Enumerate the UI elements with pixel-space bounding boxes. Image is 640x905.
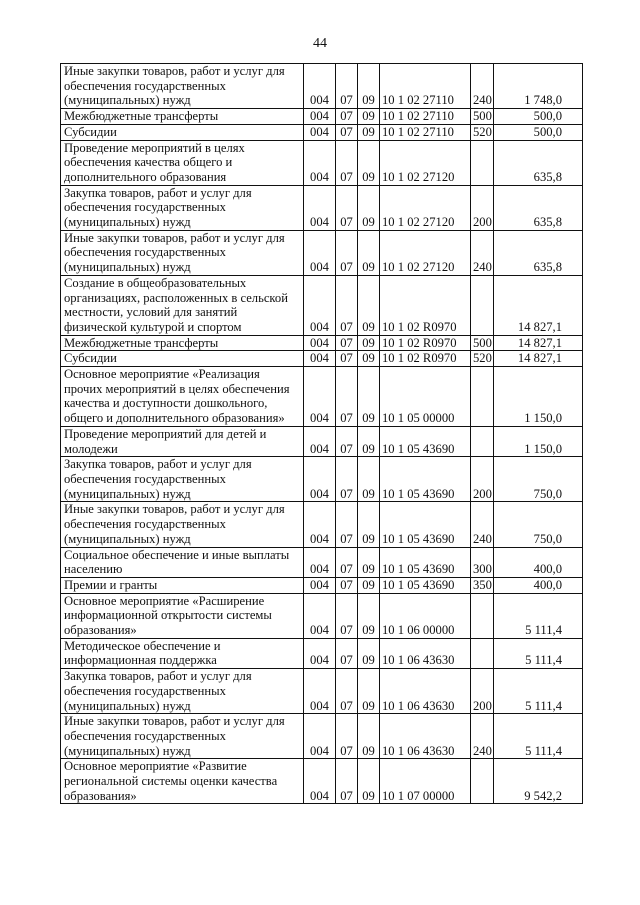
- subsection-code-cell: 09: [358, 547, 380, 577]
- page-number: 44: [313, 36, 327, 51]
- table-row: [61, 577, 583, 593]
- amount-cell: 635,8: [494, 185, 583, 230]
- subsection-code-cell: 09: [358, 335, 380, 351]
- target-article-code-cell: 10 1 02 27120: [380, 185, 471, 230]
- subsection-code-cell: 09: [358, 502, 380, 547]
- amount-cell: 635,8: [494, 230, 583, 275]
- subsection-code-cell: 09: [358, 593, 380, 638]
- department-code-cell: 004: [304, 577, 336, 593]
- amount-cell: 14 827,1: [494, 351, 583, 367]
- subsection-code-cell: 09: [358, 577, 380, 593]
- row-name-cell: Закупка товаров, работ и услуг для обеспечения государственных (муниципальных) нужд: [61, 669, 304, 714]
- row-name-cell: Проведение мероприятий для детей и молодежи: [61, 426, 304, 456]
- section-code-cell: 07: [336, 230, 358, 275]
- target-article-code-cell: 10 1 05 43690: [380, 547, 471, 577]
- expense-type-code-cell: [471, 759, 494, 804]
- target-article-code-cell: 10 1 05 43690: [380, 577, 471, 593]
- expense-type-code-cell: 240: [471, 230, 494, 275]
- subsection-code-cell: 09: [358, 457, 380, 502]
- row-name-cell: Закупка товаров, работ и услуг для обеспечения государственных (муниципальных) нужд: [61, 457, 304, 502]
- department-code-cell: 004: [304, 669, 336, 714]
- row-name-cell: Основное мероприятие «Реализация прочих мероприятий в целях обеспечения качества и доступности дошкольного, общего и дополнительного образования»: [61, 367, 304, 427]
- table-row: [61, 140, 583, 185]
- target-article-code-cell: 10 1 06 43630: [380, 638, 471, 668]
- table-row: [61, 426, 583, 456]
- expense-type-code-cell: 500: [471, 109, 494, 125]
- section-code-cell: 07: [336, 457, 358, 502]
- row-name-cell: Основное мероприятие «Расширение информационной открытости системы образования»: [61, 593, 304, 638]
- amount-cell: 635,8: [494, 140, 583, 185]
- section-code-cell: 07: [336, 351, 358, 367]
- amount-cell: 750,0: [494, 502, 583, 547]
- subsection-code-cell: 09: [358, 669, 380, 714]
- row-name-cell: Методическое обеспечение и информационная поддержка: [61, 638, 304, 668]
- target-article-code-cell: 10 1 07 00000: [380, 759, 471, 804]
- amount-cell: 500,0: [494, 109, 583, 125]
- target-article-code-cell: 10 1 05 43690: [380, 502, 471, 547]
- table-row: [61, 351, 583, 367]
- amount-cell: 400,0: [494, 577, 583, 593]
- subsection-code-cell: 09: [358, 185, 380, 230]
- section-code-cell: 07: [336, 502, 358, 547]
- row-name-cell: Закупка товаров, работ и услуг для обеспечения государственных (муниципальных) нужд: [61, 185, 304, 230]
- subsection-code-cell: 09: [358, 230, 380, 275]
- expense-type-code-cell: 300: [471, 547, 494, 577]
- subsection-code-cell: 09: [358, 124, 380, 140]
- department-code-cell: 004: [304, 714, 336, 759]
- section-code-cell: 07: [336, 547, 358, 577]
- amount-cell: 5 111,4: [494, 593, 583, 638]
- target-article-code-cell: 10 1 02 R0970: [380, 335, 471, 351]
- target-article-code-cell: 10 1 02 R0970: [380, 275, 471, 335]
- row-name-cell: Субсидии: [61, 351, 304, 367]
- section-code-cell: 07: [336, 577, 358, 593]
- department-code-cell: 004: [304, 140, 336, 185]
- budget-table: [60, 63, 583, 804]
- table-row: [61, 759, 583, 804]
- table-row: [61, 124, 583, 140]
- row-name-cell: Межбюджетные трансферты: [61, 109, 304, 125]
- section-code-cell: 07: [336, 759, 358, 804]
- target-article-code-cell: 10 1 05 43690: [380, 457, 471, 502]
- table-row: [61, 638, 583, 668]
- amount-cell: 500,0: [494, 124, 583, 140]
- expense-type-code-cell: 240: [471, 502, 494, 547]
- expense-type-code-cell: 240: [471, 714, 494, 759]
- table-row: [61, 367, 583, 427]
- table-body: [61, 64, 583, 804]
- department-code-cell: 004: [304, 230, 336, 275]
- table-row: [61, 335, 583, 351]
- section-code-cell: 07: [336, 275, 358, 335]
- table-row: [61, 714, 583, 759]
- section-code-cell: 07: [336, 124, 358, 140]
- section-code-cell: 07: [336, 593, 358, 638]
- row-name-cell: Создание в общеобразовательных организациях, расположенных в сельской местности, условий для занятий физической культурой и спортом: [61, 275, 304, 335]
- expense-type-code-cell: 350: [471, 577, 494, 593]
- section-code-cell: 07: [336, 367, 358, 427]
- target-article-code-cell: 10 1 05 00000: [380, 367, 471, 427]
- section-code-cell: 07: [336, 140, 358, 185]
- table-row: [61, 275, 583, 335]
- table-row: [61, 64, 583, 109]
- section-code-cell: 07: [336, 714, 358, 759]
- department-code-cell: 004: [304, 457, 336, 502]
- amount-cell: 14 827,1: [494, 275, 583, 335]
- table-row: [61, 593, 583, 638]
- department-code-cell: 004: [304, 547, 336, 577]
- department-code-cell: 004: [304, 502, 336, 547]
- target-article-code-cell: 10 1 02 27110: [380, 64, 471, 109]
- expense-type-code-cell: [471, 367, 494, 427]
- department-code-cell: 004: [304, 638, 336, 668]
- row-name-cell: Премии и гранты: [61, 577, 304, 593]
- expense-type-code-cell: [471, 426, 494, 456]
- department-code-cell: 004: [304, 351, 336, 367]
- expense-type-code-cell: 240: [471, 64, 494, 109]
- section-code-cell: 07: [336, 185, 358, 230]
- table-row: [61, 669, 583, 714]
- amount-cell: 1 150,0: [494, 367, 583, 427]
- subsection-code-cell: 09: [358, 275, 380, 335]
- table-row: [61, 109, 583, 125]
- target-article-code-cell: 10 1 06 43630: [380, 714, 471, 759]
- expense-type-code-cell: 200: [471, 457, 494, 502]
- amount-cell: 1 748,0: [494, 64, 583, 109]
- target-article-code-cell: 10 1 02 27110: [380, 109, 471, 125]
- target-article-code-cell: 10 1 02 27120: [380, 140, 471, 185]
- section-code-cell: 07: [336, 335, 358, 351]
- row-name-cell: Проведение мероприятий в целях обеспечения качества общего и дополнительного образования: [61, 140, 304, 185]
- department-code-cell: 004: [304, 335, 336, 351]
- section-code-cell: 07: [336, 669, 358, 714]
- table-row: [61, 547, 583, 577]
- expense-type-code-cell: 500: [471, 335, 494, 351]
- target-article-code-cell: 10 1 02 R0970: [380, 351, 471, 367]
- department-code-cell: 004: [304, 275, 336, 335]
- department-code-cell: 004: [304, 593, 336, 638]
- department-code-cell: 004: [304, 185, 336, 230]
- row-name-cell: Социальное обеспечение и иные выплаты населению: [61, 547, 304, 577]
- subsection-code-cell: 09: [358, 638, 380, 668]
- row-name-cell: Межбюджетные трансферты: [61, 335, 304, 351]
- table-row: [61, 185, 583, 230]
- target-article-code-cell: 10 1 06 43630: [380, 669, 471, 714]
- subsection-code-cell: 09: [358, 109, 380, 125]
- expense-type-code-cell: [471, 140, 494, 185]
- department-code-cell: 004: [304, 367, 336, 427]
- expense-type-code-cell: 200: [471, 669, 494, 714]
- row-name-cell: Иные закупки товаров, работ и услуг для обеспечения государственных (муниципальных) нужд: [61, 714, 304, 759]
- target-article-code-cell: 10 1 06 00000: [380, 593, 471, 638]
- amount-cell: 5 111,4: [494, 669, 583, 714]
- expense-type-code-cell: [471, 275, 494, 335]
- amount-cell: 9 542,2: [494, 759, 583, 804]
- expense-type-code-cell: 520: [471, 124, 494, 140]
- subsection-code-cell: 09: [358, 351, 380, 367]
- amount-cell: 400,0: [494, 547, 583, 577]
- amount-cell: 5 111,4: [494, 714, 583, 759]
- target-article-code-cell: 10 1 02 27110: [380, 124, 471, 140]
- amount-cell: 750,0: [494, 457, 583, 502]
- row-name-cell: Субсидии: [61, 124, 304, 140]
- table-row: [61, 457, 583, 502]
- row-name-cell: Иные закупки товаров, работ и услуг для обеспечения государственных (муниципальных) нужд: [61, 230, 304, 275]
- department-code-cell: 004: [304, 109, 336, 125]
- subsection-code-cell: 09: [358, 367, 380, 427]
- target-article-code-cell: 10 1 05 43690: [380, 426, 471, 456]
- department-code-cell: 004: [304, 426, 336, 456]
- row-name-cell: Иные закупки товаров, работ и услуг для обеспечения государственных (муниципальных) нужд: [61, 502, 304, 547]
- section-code-cell: 07: [336, 638, 358, 668]
- table-row: [61, 502, 583, 547]
- row-name-cell: Иные закупки товаров, работ и услуг для обеспечения государственных (муниципальных) нужд: [61, 64, 304, 109]
- row-name-cell: Основное мероприятие «Развитие региональной системы оценки качества образования»: [61, 759, 304, 804]
- amount-cell: 14 827,1: [494, 335, 583, 351]
- target-article-code-cell: 10 1 02 27120: [380, 230, 471, 275]
- subsection-code-cell: 09: [358, 714, 380, 759]
- section-code-cell: 07: [336, 109, 358, 125]
- amount-cell: 5 111,4: [494, 638, 583, 668]
- subsection-code-cell: 09: [358, 759, 380, 804]
- subsection-code-cell: 09: [358, 64, 380, 109]
- expense-type-code-cell: [471, 638, 494, 668]
- section-code-cell: 07: [336, 64, 358, 109]
- expense-type-code-cell: [471, 593, 494, 638]
- amount-cell: 1 150,0: [494, 426, 583, 456]
- section-code-cell: 07: [336, 426, 358, 456]
- expense-type-code-cell: 200: [471, 185, 494, 230]
- subsection-code-cell: 09: [358, 426, 380, 456]
- expense-type-code-cell: 520: [471, 351, 494, 367]
- table-row: [61, 230, 583, 275]
- department-code-cell: 004: [304, 759, 336, 804]
- subsection-code-cell: 09: [358, 140, 380, 185]
- department-code-cell: 004: [304, 124, 336, 140]
- department-code-cell: 004: [304, 64, 336, 109]
